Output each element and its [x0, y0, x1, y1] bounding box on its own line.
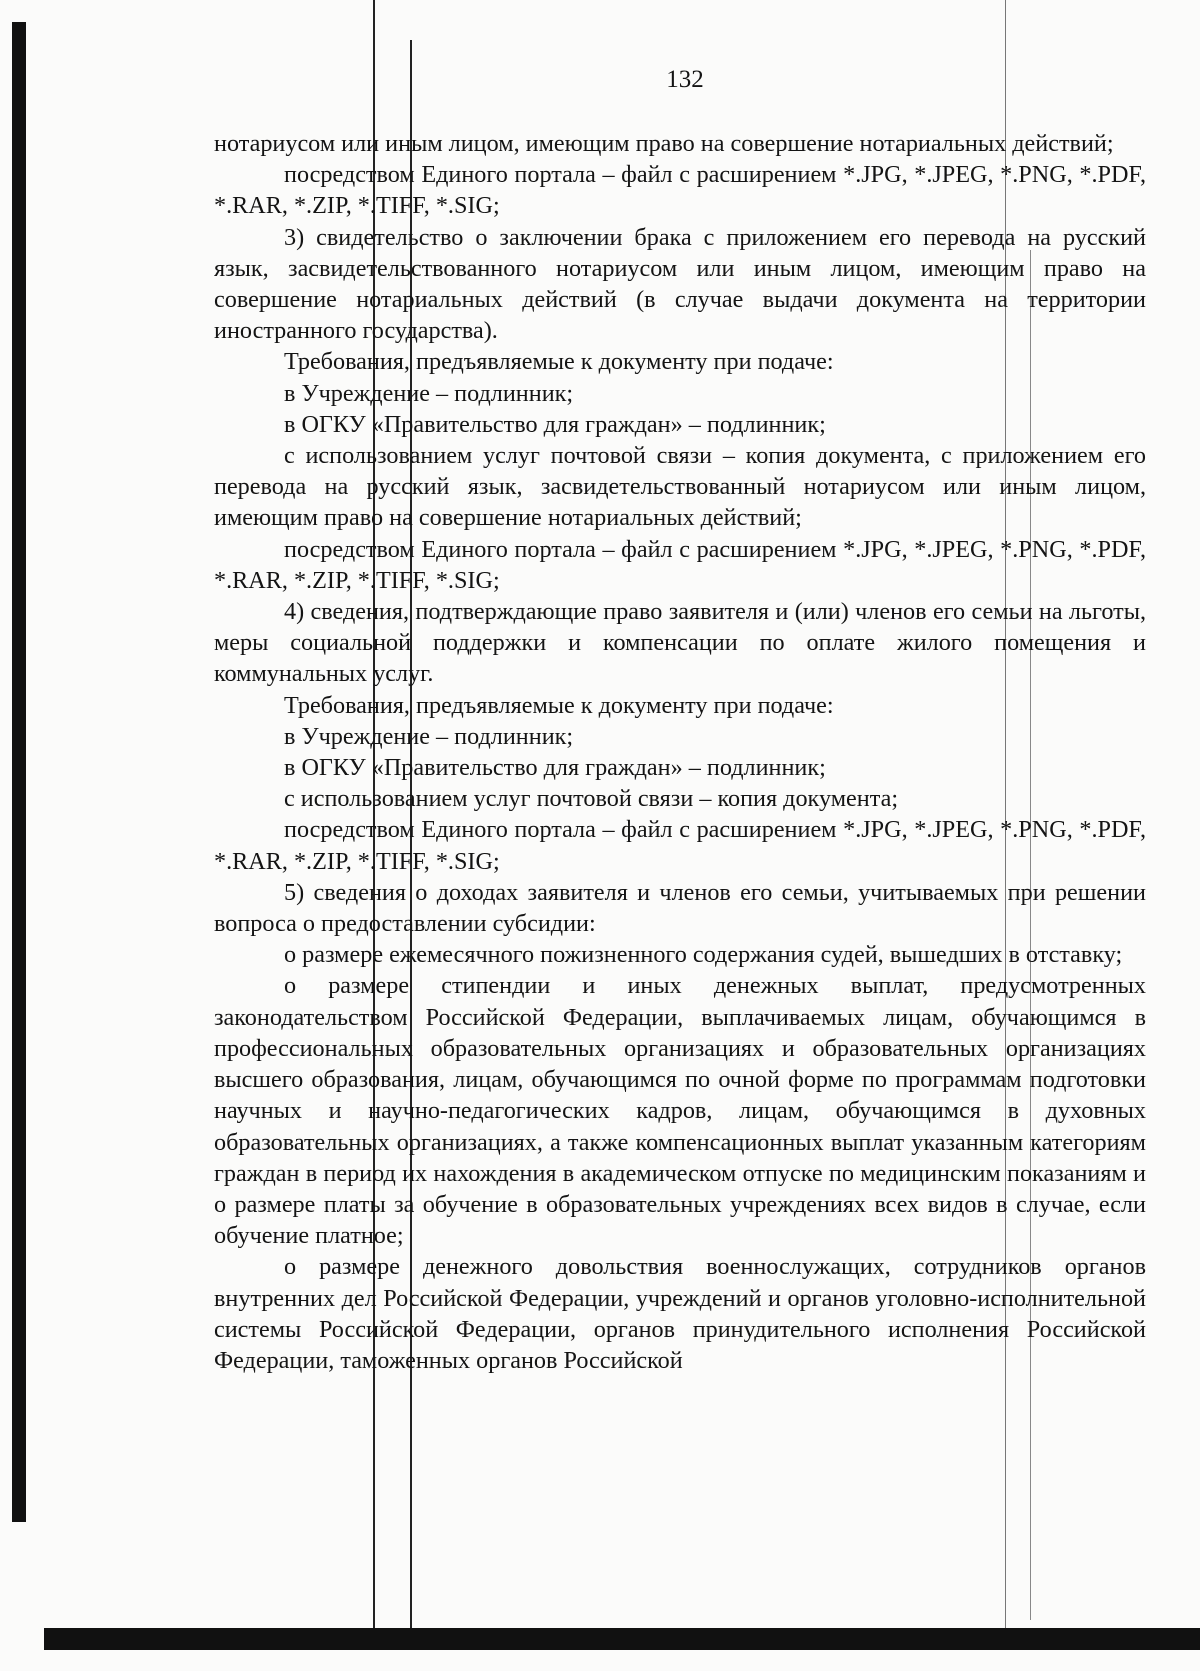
page-number: 132: [666, 66, 704, 93]
paragraph: о размере стипендии и иных денежных выплат, предусмотренных законодательством Российской Федерации, выплачиваемых лицам, обучающимся в профессиональных образовательных организациях и образовательных организациях высшего образования, лицам, обучающимся по очной форме по программам подготовки научных и научно-педагогических кадров, лицам, обучающимся в духовных образовательных организациях, а также компенсационных выплат указанным категориям граждан в период их нахождения в академическом отпуске по медицинским показаниям и о размере платы за обучение в образовательных учреждениях всех видов в случае, если обучение платное;: [214, 972, 1146, 1250]
scan-edge-bottom: [44, 1628, 1200, 1650]
paragraph: Требования, предъявляемые к документу при подаче:: [284, 348, 834, 376]
paragraph: с использованием услуг почтовой связи – копия документа, с приложением его перевода на русский язык, засвидетельствованный нотариусом или иным лицом, имеющим право на совершение нотариальных действий;: [214, 442, 1146, 532]
paragraph: 3) свидетельство о заключении брака с приложением его перевода на русский язык, засвидетельствованного нотариусом или иным лицом, имеющим право на совершение нотариальных действий (в случае выдачи документа на территории иностранного государства).: [214, 223, 1146, 345]
paragraph: в Учреждение – подлинник;: [284, 379, 574, 407]
paragraph: в Учреждение – подлинник;: [284, 722, 574, 750]
document-body: [214, 128, 1146, 1376]
paragraph: 4) сведения, подтверждающие право заявителя и (или) членов его семьи на льготы, меры социальной поддержки и компенсации по оплате жилого помещения и коммунальных услуг.: [214, 598, 1146, 688]
paragraph: нотариусом или иным лицом, имеющим право на совершение нотариальных действий;: [214, 130, 1114, 157]
paragraph: посредством Единого портала – файл с расширением *.JPG, *.JPEG, *.PNG, *.PDF, *.RAR, *.ZIP, *.TIFF, *.SIG;: [214, 535, 1146, 594]
paragraph: 5) сведения о доходах заявителя и членов его семьи, учитываемых при решении вопроса о предоставлении субсидии:: [214, 878, 1146, 938]
paragraph: в ОГКУ «Правительство для граждан» – подлинник;: [284, 410, 826, 438]
scan-edge-left: [12, 22, 26, 1522]
paragraph: посредством Единого портала – файл с расширением *.JPG, *.JPEG, *.PNG, *.PDF, *.RAR, *.ZIP, *.TIFF, *.SIG;: [214, 161, 1146, 220]
paragraph: о размере денежного довольствия военнослужащих, сотрудников органов внутренних дел Российской Федерации, учреждений и органов уголовно-исполнительной системы Российской Федерации, органов принудительного исполнения Российской Федерации, таможенных органов Российской: [214, 1253, 1146, 1374]
paragraph: Требования, предъявляемые к документу при подаче:: [284, 691, 834, 719]
paragraph: с использованием услуг почтовой связи – копия документа;: [284, 785, 899, 813]
paragraph: в ОГКУ «Правительство для граждан» – подлинник;: [284, 754, 826, 782]
paragraph: о размере ежемесячного пожизненного содержания судей, вышедших в отставку;: [284, 941, 1123, 969]
paragraph: посредством Единого портала – файл с расширением *.JPG, *.JPEG, *.PNG, *.PDF, *.RAR, *.ZIP, *.TIFF, *.SIG;: [214, 816, 1146, 875]
